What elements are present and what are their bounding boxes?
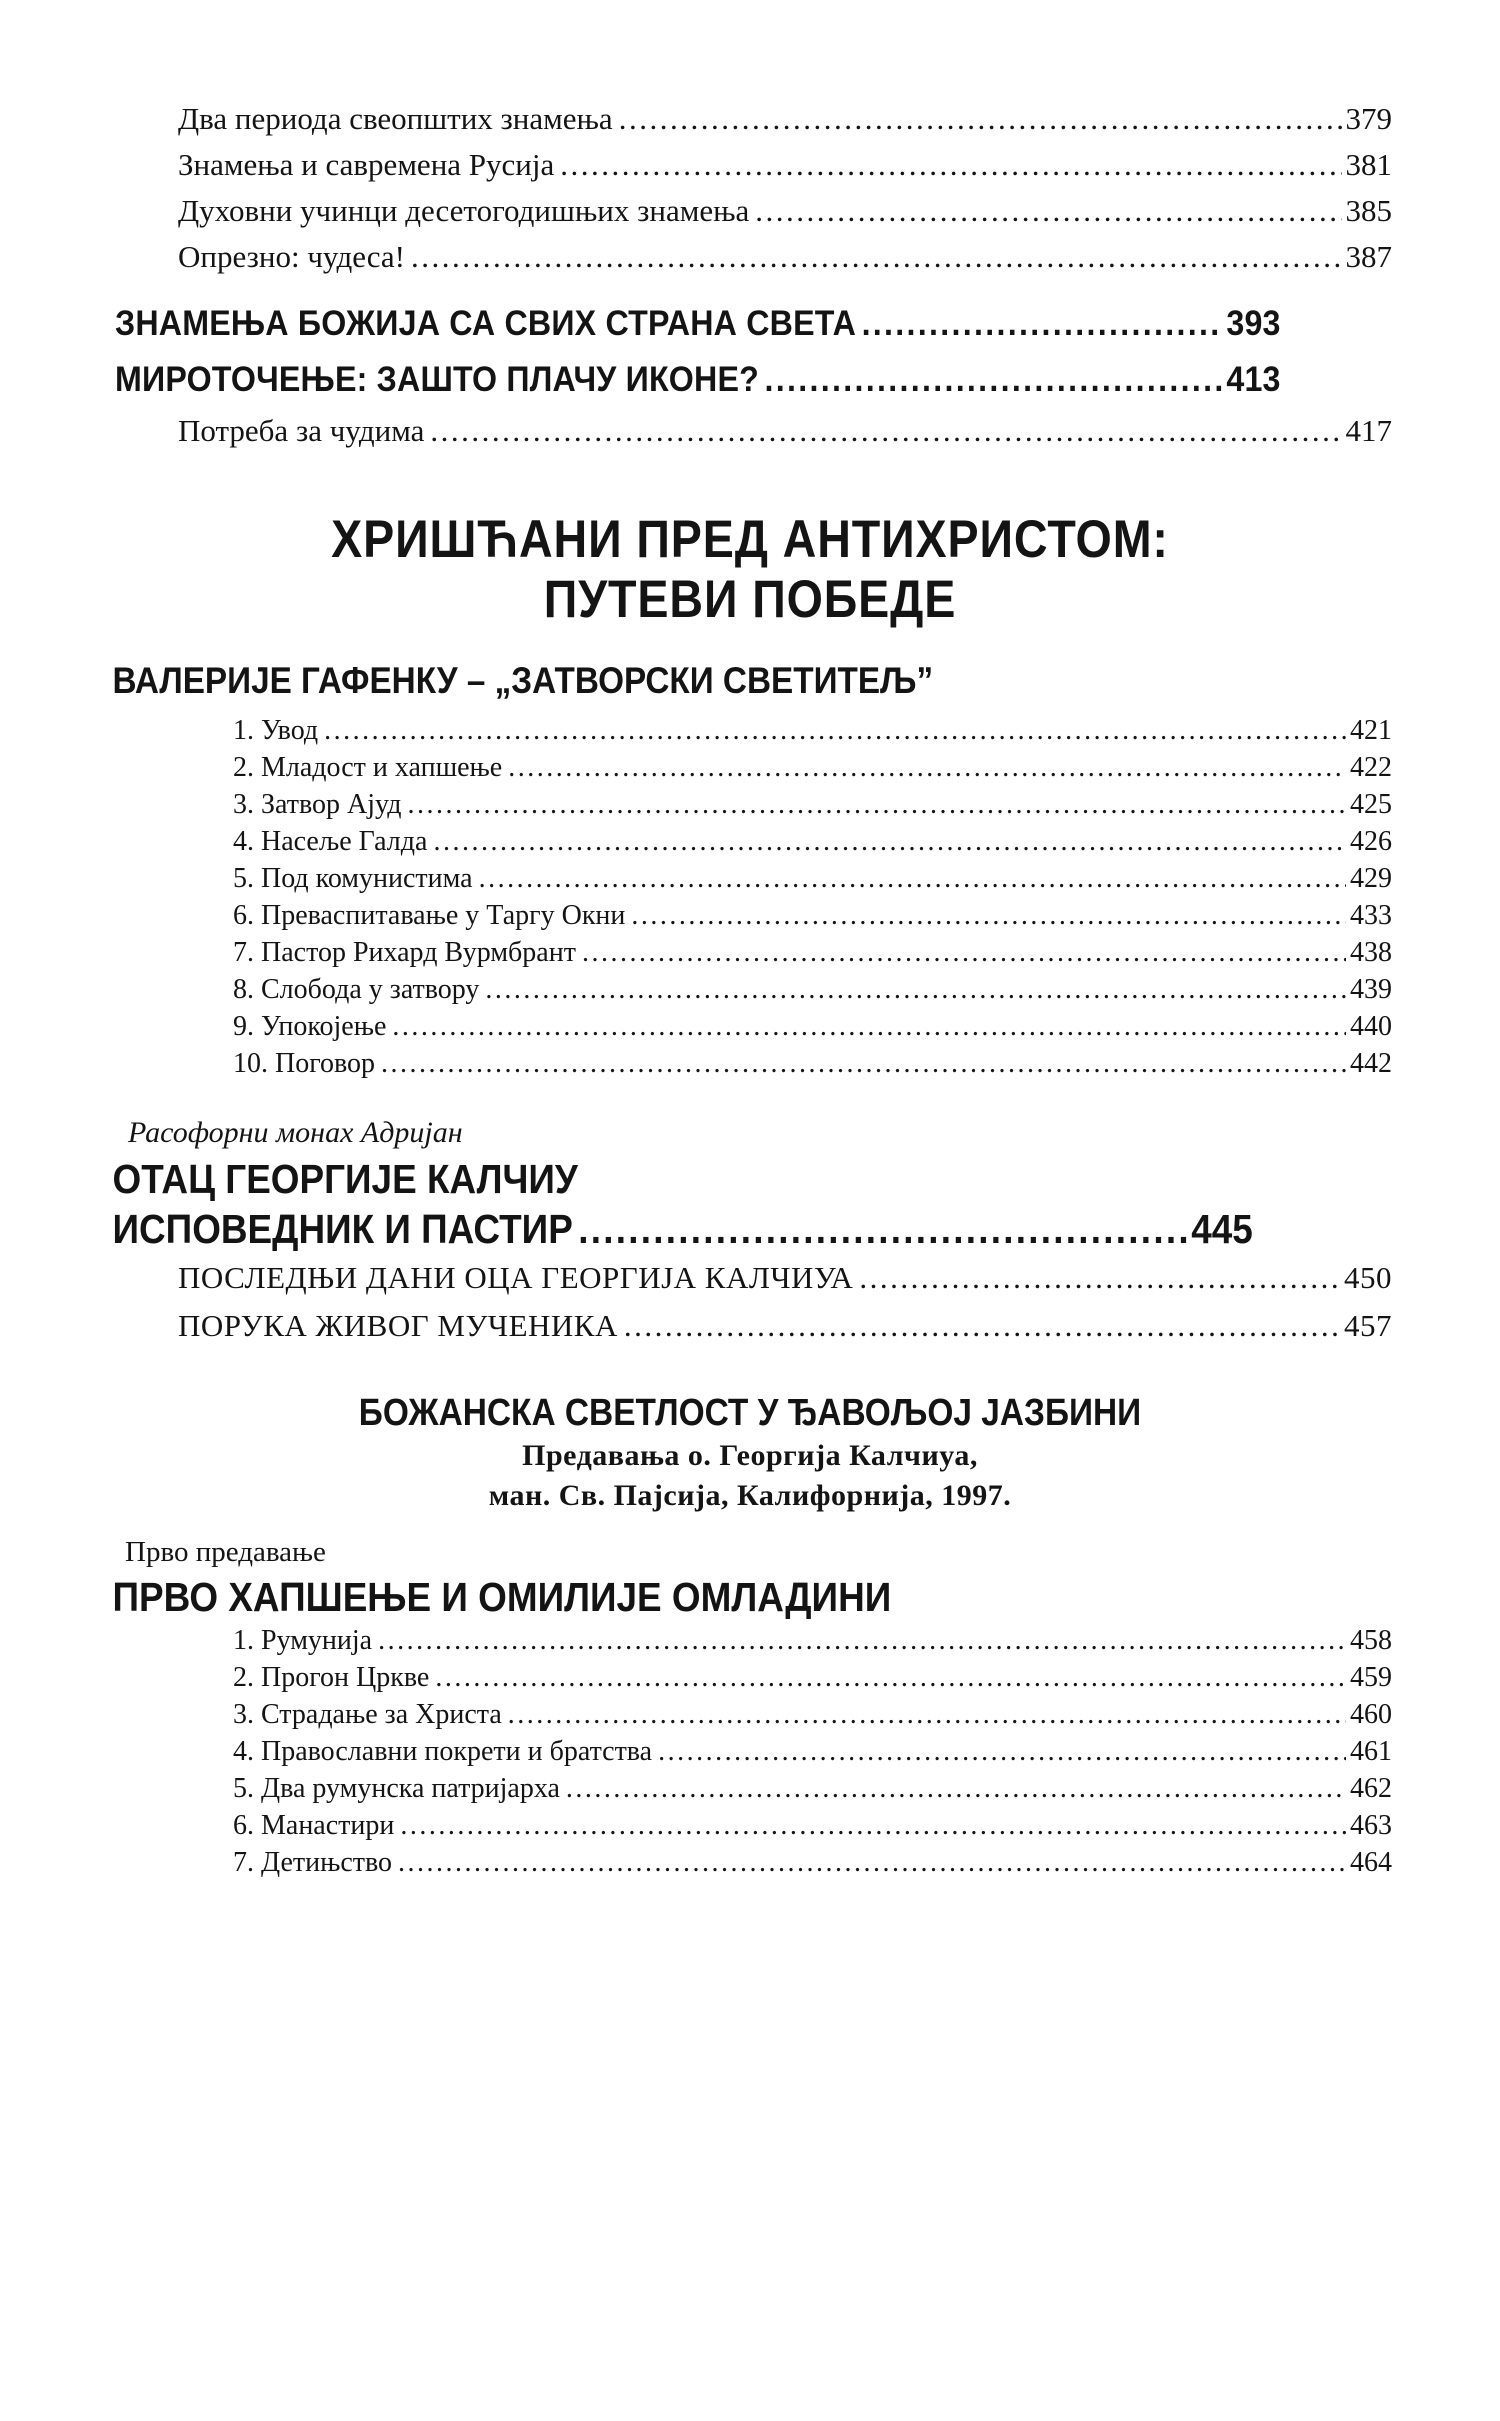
dot-leader — [624, 1302, 1340, 1350]
toc-entry-label: 9. Упокојење — [233, 1011, 387, 1042]
toc-numbered-entry[interactable] — [0, 712, 1500, 749]
dot-leader — [392, 1008, 1346, 1045]
toc-entry-page: 381 — [1345, 147, 1392, 182]
dot-leader — [324, 712, 1346, 749]
toc-chapter-page: 393 — [1226, 304, 1281, 343]
spacer — [0, 280, 1500, 296]
toc-numbered-entry[interactable] — [0, 934, 1500, 971]
toc-entry-page: 440 — [1350, 1011, 1392, 1042]
dot-leader — [582, 934, 1346, 971]
dot-leader — [485, 971, 1346, 1008]
dot-leader — [398, 1844, 1346, 1881]
lecture-kicker: Прво предавање — [125, 1536, 326, 1568]
toc-entry-page: 439 — [1350, 974, 1392, 1005]
toc-entry-label: Духовни учинци десетогодишњих знамења — [178, 193, 750, 228]
toc-group-first-lecture-items — [0, 1622, 1500, 1881]
dot-leader — [411, 234, 1342, 280]
toc-entry-label: ПОСЛЕДЊИ ДАНИ ОЦА ГЕОРГИЈА КАЛЧИУА — [178, 1260, 854, 1295]
toc-entry-page: 458 — [1350, 1625, 1392, 1656]
dot-leader — [862, 296, 1223, 352]
toc-numbered-entry[interactable] — [0, 1045, 1500, 1082]
toc-entry-label: 1. Увод — [233, 715, 319, 746]
toc-entry-page: 385 — [1345, 193, 1392, 228]
toc-entry-label: 3. Страдање за Христа — [233, 1699, 502, 1730]
toc-entry-label: Потреба за чудима — [178, 413, 425, 448]
toc-entry-page: 387 — [1345, 239, 1392, 274]
toc-entry-label: 8. Слобода у затвору — [233, 974, 480, 1005]
dot-leader — [566, 1770, 1346, 1807]
lecture-series-block — [0, 1390, 1500, 1516]
toc-group-top-bold — [0, 296, 1500, 408]
dot-leader — [631, 897, 1346, 934]
toc-entry-page: 457 — [1344, 1308, 1392, 1343]
toc-entry-label: 5. Под комунистима — [233, 863, 473, 894]
toc-entry-label: 3. Затвор Ајуд — [233, 789, 402, 820]
toc-entry-label: 5. Два румунска патријарха — [233, 1773, 560, 1804]
toc-numbered-entry[interactable] — [0, 1008, 1500, 1045]
lecture-series-subtitle-line-1: Предавања о. Георгија Калчиуа, — [522, 1439, 978, 1472]
toc-entry[interactable] — [0, 408, 1500, 454]
toc-entry-page: 425 — [1350, 789, 1392, 820]
toc-entry-label: 6. Манастири — [233, 1810, 395, 1841]
toc-chapter-label: ИСПОВЕДНИК И ПАСТИР — [112, 1206, 573, 1252]
dot-leader — [407, 786, 1346, 823]
toc-entry-label: 4. Православни покрети и братства — [233, 1736, 653, 1767]
toc-entry-page: 379 — [1345, 101, 1392, 136]
lecture-series-title: БОЖАНСКА СВЕТЛОСТ У ЂАВОЉОЈ ЈАЗБИНИ — [358, 1392, 1142, 1434]
toc-entry-label: 7. Пастор Рихард Вурмбрант — [233, 937, 576, 968]
dot-leader — [400, 1807, 1346, 1844]
toc-entry-page: 429 — [1350, 863, 1392, 894]
dot-leader — [479, 860, 1346, 897]
toc-chapter-entry[interactable] — [0, 352, 1380, 408]
toc-entry-page: 438 — [1350, 937, 1392, 968]
section-heading-first-lecture[interactable]: ПРВО ХАПШЕЊЕ И ОМИЛИЈЕ ОМЛАДИНИ — [112, 1574, 892, 1620]
toc-entry-label: 7. Детињство — [233, 1847, 393, 1878]
toc-entry-label: 1. Румунија — [233, 1625, 373, 1656]
toc-entry-label: 4. Насеље Галда — [233, 826, 428, 857]
dot-leader — [765, 352, 1223, 408]
part-title-line-2: ПУТЕВИ ПОБЕДЕ — [543, 570, 957, 629]
toc-entry-page: 459 — [1350, 1662, 1392, 1693]
toc-subentry[interactable] — [0, 1302, 1500, 1350]
toc-entry-page: 460 — [1350, 1699, 1392, 1730]
toc-entry-page: 433 — [1350, 900, 1392, 931]
toc-chapter-label: ЗНАМЕЊА БОЖИЈА СА СВИХ СТРАНА СВЕТА — [115, 304, 857, 343]
toc-subentry[interactable] — [0, 1254, 1500, 1302]
toc-entry-label: 2. Прогон Цркве — [233, 1662, 430, 1693]
toc-numbered-entry[interactable] — [0, 971, 1500, 1008]
toc-entry[interactable] — [0, 234, 1500, 280]
toc-numbered-entry[interactable] — [0, 1659, 1500, 1696]
dot-leader — [755, 188, 1341, 234]
dot-leader — [378, 1622, 1346, 1659]
toc-chapter-page: 413 — [1226, 360, 1281, 399]
part-title — [0, 510, 1500, 630]
dot-leader — [560, 142, 1341, 188]
toc-entry-page: 464 — [1350, 1847, 1392, 1878]
toc-numbered-entry[interactable] — [0, 749, 1500, 786]
toc-entry[interactable] — [0, 96, 1500, 142]
toc-numbered-entry[interactable] — [0, 823, 1500, 860]
toc-chapter-page: 445 — [1191, 1206, 1253, 1252]
toc-chapter-entry[interactable] — [0, 296, 1380, 352]
toc-entry-page: 417 — [1345, 413, 1392, 448]
dot-leader — [508, 749, 1346, 786]
section-heading-kalchiu-line-1[interactable]: ОТАЦ ГЕОРГИЈЕ КАЛЧИУ — [112, 1156, 578, 1202]
toc-entry-label: Два периода свеопштих знамења — [178, 101, 613, 136]
toc-entry-page: 426 — [1350, 826, 1392, 857]
toc-entry-label: 2. Младост и хапшење — [233, 752, 503, 783]
section-heading-kalchiu-line-2[interactable] — [0, 1204, 1350, 1254]
dot-leader — [433, 823, 1346, 860]
toc-entry[interactable] — [0, 142, 1500, 188]
toc-group-top-entries — [0, 96, 1500, 280]
toc-numbered-entry[interactable] — [0, 897, 1500, 934]
toc-numbered-entry[interactable] — [0, 1733, 1500, 1770]
dot-leader — [508, 1696, 1346, 1733]
spacer — [0, 1082, 1500, 1112]
lecture-series-subtitle-line-2: ман. Св. Пајсија, Калифорнија, 1997. — [488, 1479, 1012, 1512]
dot-leader — [435, 1659, 1346, 1696]
toc-entry-page: 461 — [1350, 1736, 1392, 1767]
toc-numbered-entry[interactable] — [0, 786, 1500, 823]
dot-leader — [578, 1204, 1187, 1254]
toc-top-spacer — [0, 0, 1500, 96]
dot-leader — [430, 408, 1341, 454]
dot-leader — [658, 1733, 1346, 1770]
toc-entry-page: 442 — [1350, 1048, 1392, 1079]
toc-entry-page: 463 — [1350, 1810, 1392, 1841]
dot-leader — [859, 1254, 1340, 1302]
dot-leader — [619, 96, 1342, 142]
toc-entry-label: Знамења и савремена Русија — [178, 147, 555, 182]
part-title-line-1: ХРИШЋАНИ ПРЕД АНТИХРИСТОМ: — [331, 510, 1169, 569]
toc-entry-page: 422 — [1350, 752, 1392, 783]
toc-numbered-entry[interactable] — [0, 1696, 1500, 1733]
toc-entry-label: Опрезно: чудеса! — [178, 239, 405, 274]
toc-entry-label: 6. Преваспитавање у Таргу Окни — [233, 900, 626, 931]
toc-entry-label: 10. Поговор — [233, 1048, 376, 1079]
toc-numbered-entry[interactable] — [0, 1844, 1500, 1881]
toc-numbered-entry[interactable] — [0, 1770, 1500, 1807]
toc-entry-page: 421 — [1350, 715, 1392, 746]
spacer — [0, 1516, 1500, 1532]
toc-group-gafenku-items — [0, 712, 1500, 1082]
section-heading-gafenku[interactable]: ВАЛЕРИЈЕ ГАФЕНКУ – „ЗАТВОРСКИ СВЕТИТЕЉ” — [112, 660, 934, 701]
toc-numbered-entry[interactable] — [0, 1622, 1500, 1659]
toc-numbered-entry[interactable] — [0, 1807, 1500, 1844]
dot-leader — [381, 1045, 1346, 1082]
toc-entry-page: 450 — [1344, 1260, 1392, 1295]
toc-numbered-entry[interactable] — [0, 860, 1500, 897]
toc-entry[interactable] — [0, 188, 1500, 234]
section-byline-kalchiu: Расофорни монах Адријан — [128, 1116, 463, 1149]
toc-entry-page: 462 — [1350, 1773, 1392, 1804]
toc-chapter-label: МИРОТОЧЕЊЕ: ЗАШТО ПЛАЧУ ИКОНЕ? — [115, 360, 759, 399]
toc-entry-label: ПОРУКА ЖИВОГ МУЧЕНИКА — [178, 1308, 618, 1343]
